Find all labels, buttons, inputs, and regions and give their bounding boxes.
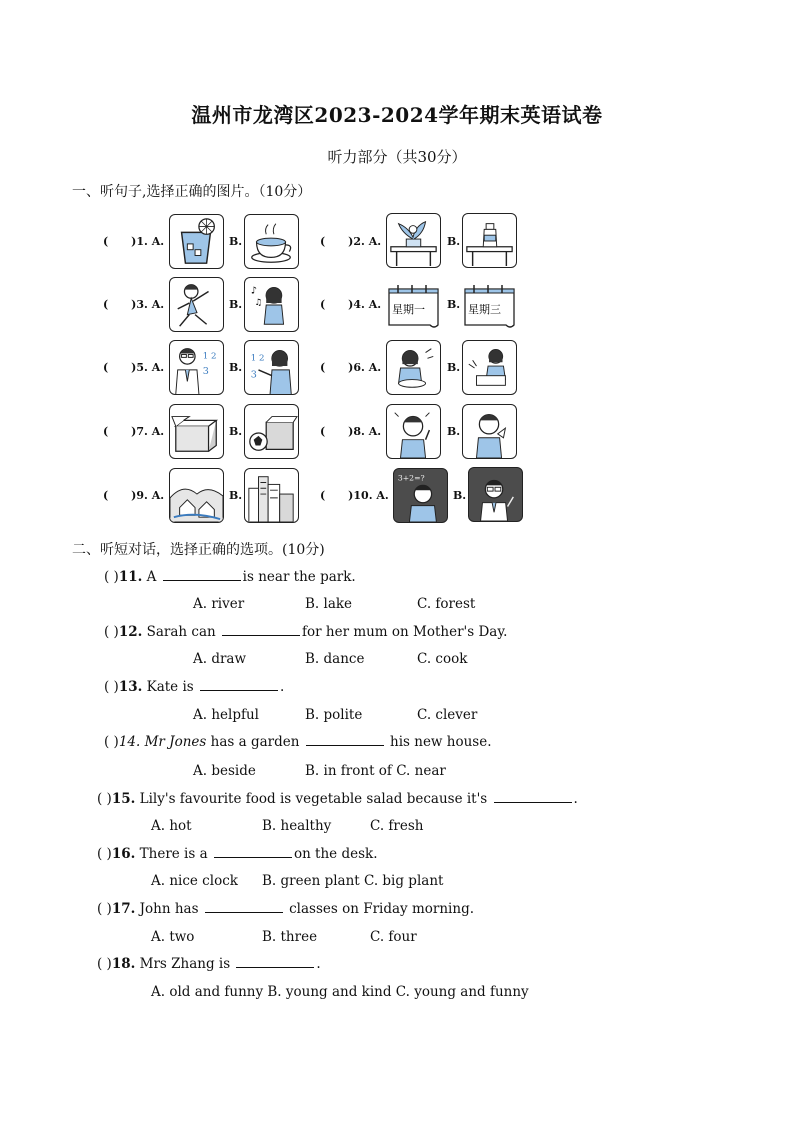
q12-line	[104, 624, 507, 640]
ball-and-box-icon[interactable]	[244, 404, 299, 459]
q14-answer-paren[interactable]: ( )	[104, 734, 119, 750]
girl-reading-icon[interactable]	[462, 340, 517, 395]
q14-number: 14.	[118, 734, 141, 750]
q11-stem-pre: A	[146, 569, 157, 585]
q17-stem-pre: John has	[139, 901, 199, 917]
q11-number: 11.	[118, 569, 143, 585]
q2-b-label: B.	[447, 235, 461, 248]
svg-text:♪: ♪	[250, 285, 257, 297]
q14-blank[interactable]	[306, 744, 384, 746]
svg-text:♫: ♫	[254, 297, 263, 308]
q18-stem-post: .	[316, 956, 321, 972]
q14-option-a[interactable]: A. beside	[193, 763, 256, 779]
q12-stem-pre: Sarah can	[146, 624, 216, 640]
q7-b-label: B.	[229, 425, 243, 438]
man-at-blackboard-icon[interactable]	[468, 467, 523, 522]
svg-text:3: 3	[202, 365, 209, 377]
q15-number: 15.	[111, 791, 136, 807]
q15-answer-paren[interactable]: ( )	[97, 791, 112, 807]
q5-b-label: B.	[229, 361, 243, 374]
boy-eating-icon[interactable]	[462, 404, 517, 459]
q15-option-c[interactable]: C. fresh	[370, 818, 424, 834]
q12-option-b[interactable]: B. dance	[305, 651, 365, 667]
q16-answer-paren[interactable]: ( )	[97, 846, 112, 862]
q14-option-bc[interactable]: B. in front of C. near	[305, 763, 446, 779]
calendar-wednesday-icon[interactable]	[462, 281, 517, 336]
q10-b-label: B.	[453, 489, 467, 502]
svg-text:1 2: 1 2	[250, 353, 265, 364]
q15-option-a[interactable]: A. hot	[151, 818, 192, 834]
svg-text:1 2: 1 2	[202, 351, 217, 362]
q13-blank[interactable]	[200, 689, 278, 691]
box-icon[interactable]	[169, 404, 224, 459]
q11-line	[104, 569, 356, 585]
blackboard-equation: 3+2=?	[397, 473, 425, 483]
girl-dancing-icon[interactable]	[169, 277, 224, 332]
calendar-monday-icon[interactable]	[386, 281, 441, 336]
q5-label: ( )5. A.	[103, 361, 165, 374]
q14-line	[104, 734, 492, 750]
q16-line	[97, 846, 377, 862]
calendar-wednesday-text: 星期三	[468, 303, 501, 316]
plant-on-table-icon[interactable]	[386, 213, 441, 268]
q14-stem-pre: has a garden	[210, 734, 300, 750]
q1-b-label: B.	[229, 235, 243, 248]
q18-line	[97, 956, 321, 972]
q13-line	[104, 679, 284, 695]
q18-options[interactable]: A. old and funny B. young and kind C. young and funny	[151, 984, 529, 1000]
svg-text:3: 3	[250, 369, 257, 381]
q10-label: ( )10. A.	[320, 489, 389, 502]
q18-answer-paren[interactable]: ( )	[97, 956, 112, 972]
q8-b-label: B.	[447, 425, 461, 438]
q13-answer-paren[interactable]: ( )	[104, 679, 119, 695]
q11-option-a[interactable]: A. river	[193, 596, 245, 612]
q4-b-label: B.	[447, 298, 461, 311]
q1-label: ( )1. A.	[103, 235, 165, 248]
glass-of-water-icon[interactable]	[169, 214, 224, 269]
city-icon[interactable]	[244, 468, 299, 523]
village-icon[interactable]	[169, 468, 224, 523]
q17-option-c[interactable]: C. four	[370, 929, 417, 945]
q11-stem-post: is near the park.	[242, 569, 356, 585]
q18-blank[interactable]	[236, 966, 314, 968]
q15-stem-pre: Lily's favourite food is vegetable salad because it's	[139, 791, 488, 807]
q17-number: 17.	[111, 901, 136, 917]
q12-option-c[interactable]: C. cook	[417, 651, 468, 667]
section1-heading: 一、听句子,选择正确的图片。（10分）	[72, 184, 312, 200]
q16-number: 16.	[111, 846, 136, 862]
q3-b-label: B.	[229, 298, 243, 311]
girl-singing-icon[interactable]	[244, 277, 299, 332]
q13-option-a[interactable]: A. helpful	[193, 707, 259, 723]
bottle-on-table-icon[interactable]	[462, 213, 517, 268]
q15-stem-post: .	[573, 791, 578, 807]
q11-option-b[interactable]: B. lake	[305, 596, 353, 612]
q13-stem-pre: Kate is	[146, 679, 194, 695]
female-math-teacher-icon[interactable]	[244, 340, 299, 395]
q2-label: ( )2. A.	[320, 235, 382, 248]
page-title: 温州市龙湾区2023-2024学年期末英语试卷	[191, 103, 603, 127]
cup-of-tea-icon[interactable]	[244, 214, 299, 269]
q14-stem-post: his new house.	[390, 734, 492, 750]
q18-stem-pre: Mrs Zhang is	[139, 956, 231, 972]
q17-answer-paren[interactable]: ( )	[97, 901, 112, 917]
q16-blank[interactable]	[214, 856, 292, 858]
q16-stem-post: on the desk.	[293, 846, 378, 862]
q11-blank[interactable]	[163, 579, 241, 581]
q16-option-bc[interactable]: B. green plant C. big plant	[262, 873, 444, 889]
q3-label: ( )3. A.	[103, 298, 165, 311]
boy-at-blackboard-icon[interactable]	[393, 468, 448, 523]
q17-stem-post: classes on Friday morning.	[289, 901, 474, 917]
q12-option-a[interactable]: A. draw	[193, 651, 247, 667]
q12-stem-post: for her mum on Mother's Day.	[302, 624, 508, 640]
q15-option-b[interactable]: B. healthy	[262, 818, 332, 834]
q6-b-label: B.	[447, 361, 461, 374]
q17-blank[interactable]	[205, 911, 283, 913]
q9-b-label: B.	[229, 489, 243, 502]
q17-line	[97, 901, 474, 917]
q6-label: ( )6. A.	[320, 361, 382, 374]
q13-number: 13.	[118, 679, 143, 695]
q9-label: ( )9. A.	[103, 489, 165, 502]
q16-stem-pre: There is a	[139, 846, 208, 862]
girl-eating-icon[interactable]	[386, 340, 441, 395]
male-math-teacher-icon[interactable]	[169, 340, 224, 395]
q12-blank[interactable]	[222, 634, 300, 636]
q16-option-a[interactable]: A. nice clock	[151, 873, 238, 889]
q12-number: 12.	[118, 624, 143, 640]
q13-option-c[interactable]: C. clever	[417, 707, 478, 723]
q12-answer-paren[interactable]: ( )	[104, 624, 119, 640]
boy-thinking-icon[interactable]	[386, 404, 441, 459]
q8-label: ( )8. A.	[320, 425, 382, 438]
page-subtitle: 听力部分（共30分）	[327, 148, 467, 166]
q17-option-a[interactable]: A. two	[151, 929, 195, 945]
calendar-monday-text: 星期一	[392, 303, 425, 316]
q14-stem-name: Mr Jones	[144, 734, 207, 750]
q7-label: ( )7. A.	[103, 425, 165, 438]
q4-label: ( )4. A.	[320, 298, 382, 311]
q13-stem-post: .	[280, 679, 285, 695]
q17-option-b[interactable]: B. three	[262, 929, 318, 945]
q11-answer-paren[interactable]: ( )	[104, 569, 119, 585]
q18-number: 18.	[111, 956, 136, 972]
q11-option-c[interactable]: C. forest	[417, 596, 476, 612]
section2-heading: 二、听短对话，选择正确的选项。(10分)	[72, 542, 325, 558]
q15-blank[interactable]	[494, 801, 572, 803]
q13-option-b[interactable]: B. polite	[305, 707, 363, 723]
q15-line	[97, 791, 578, 807]
